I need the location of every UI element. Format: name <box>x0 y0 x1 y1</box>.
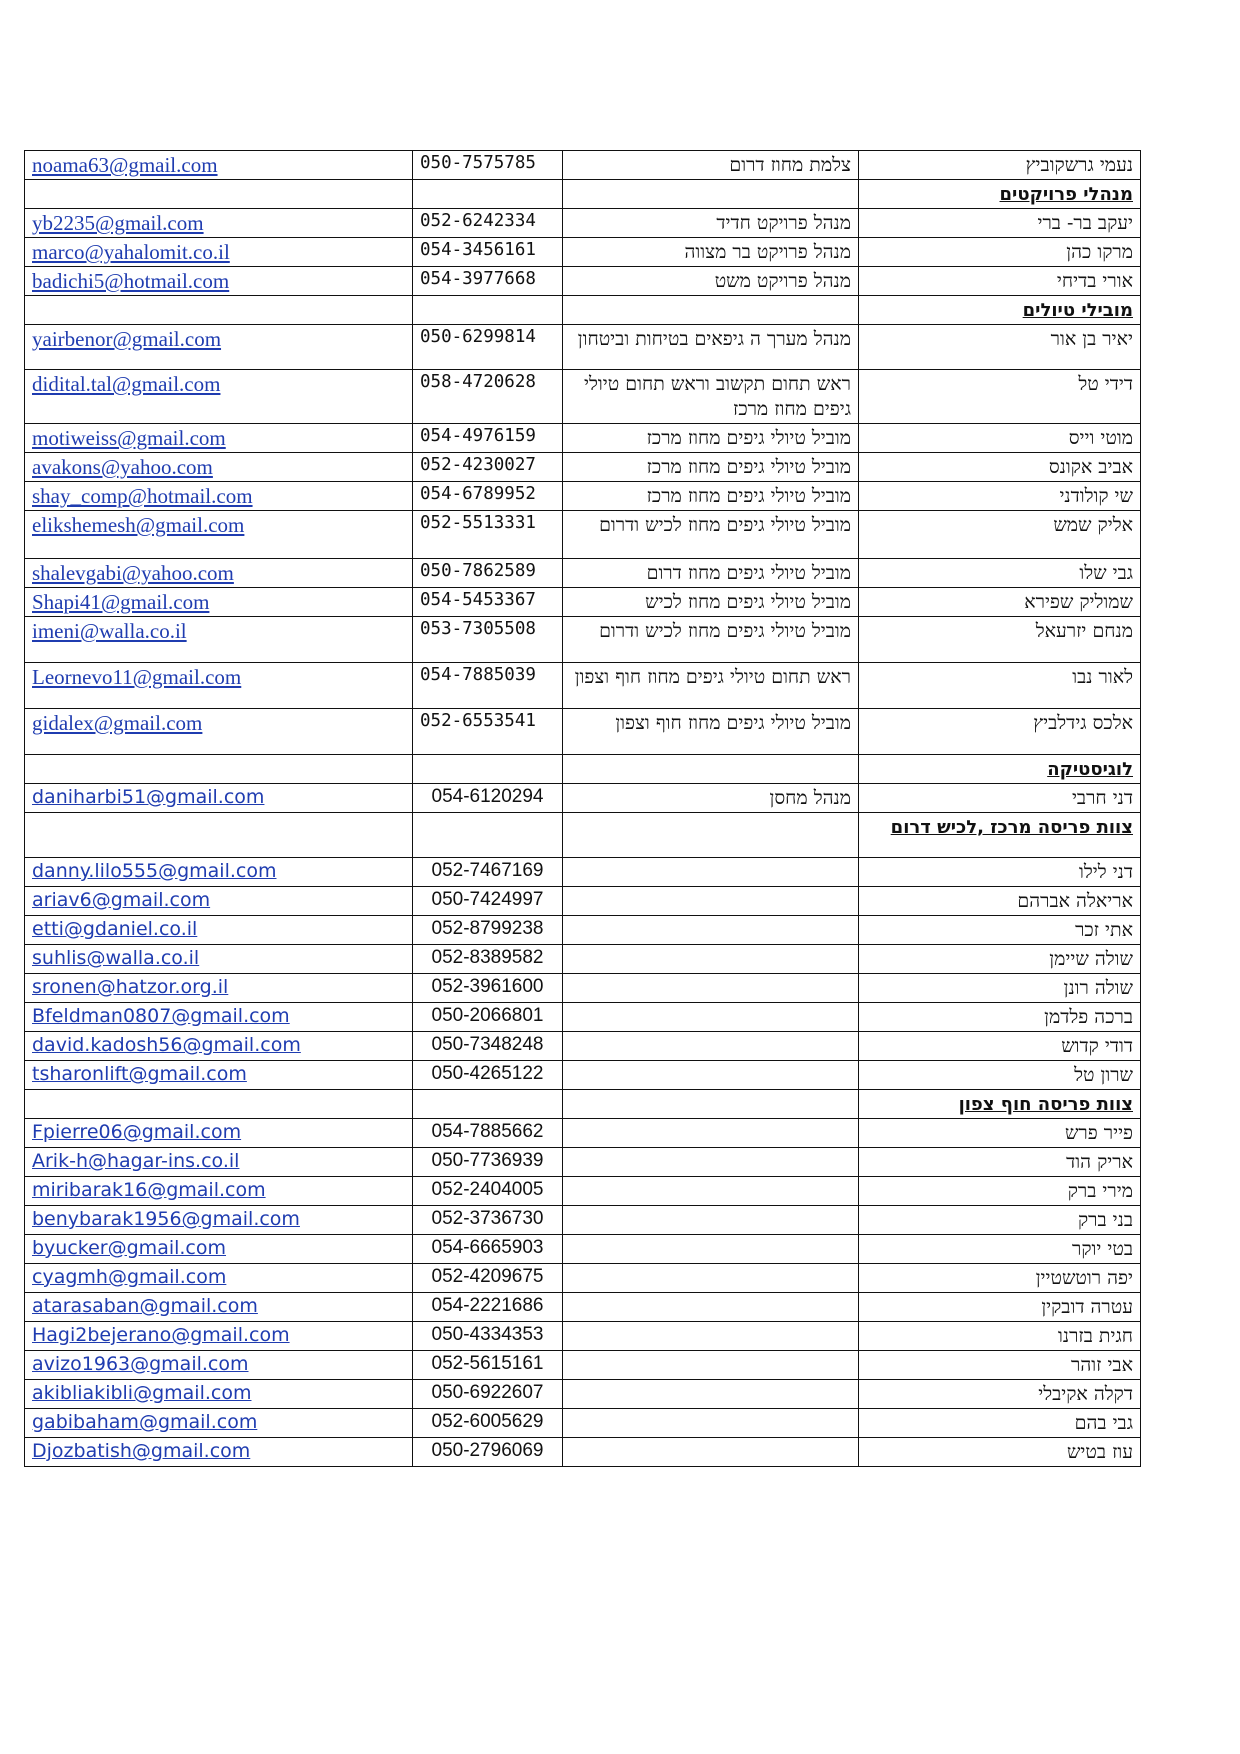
email-cell <box>25 1090 413 1119</box>
email-cell <box>25 511 413 559</box>
role-cell <box>563 916 859 945</box>
email-cell <box>25 1177 413 1206</box>
email-link[interactable]: atarasaban@gmail.com <box>32 1295 258 1317</box>
table-row <box>25 453 1141 482</box>
email-cell <box>25 151 413 180</box>
role-cell <box>563 296 859 325</box>
section-header-row <box>25 180 1141 209</box>
phone-cell: 050-2796069 <box>413 1438 563 1467</box>
table-row <box>25 1264 1141 1293</box>
phone-cell: 050-7575785 <box>413 151 563 180</box>
phone-cell: 050-6299814 <box>413 325 563 370</box>
phone-cell: 052-3736730 <box>413 1206 563 1235</box>
table-row <box>25 151 1141 180</box>
email-cell <box>25 588 413 617</box>
email-cell <box>25 1032 413 1061</box>
table-row <box>25 1409 1141 1438</box>
role-cell <box>563 1032 859 1061</box>
email-cell <box>25 325 413 370</box>
role-cell <box>563 858 859 887</box>
table-row <box>25 784 1141 813</box>
email-cell <box>25 663 413 709</box>
email-cell <box>25 916 413 945</box>
table-row <box>25 617 1141 663</box>
role-cell <box>563 1380 859 1409</box>
phone-cell: 054-6120294 <box>413 784 563 813</box>
email-cell <box>25 238 413 267</box>
table-row <box>25 238 1141 267</box>
role-cell: מנהל פרויקט חדיד <box>563 209 859 238</box>
table-row <box>25 482 1141 511</box>
email-cell <box>25 180 413 209</box>
table-row <box>25 325 1141 370</box>
email-link[interactable]: danny.lilo555@gmail.com <box>32 860 277 882</box>
name-cell: אתי זכר <box>859 916 1141 945</box>
table-row <box>25 974 1141 1003</box>
name-cell: אורי בדיחי <box>859 267 1141 296</box>
table-row <box>25 916 1141 945</box>
name-cell: עוז בטיש <box>859 1438 1141 1467</box>
email-cell <box>25 1235 413 1264</box>
email-cell <box>25 1322 413 1351</box>
name-cell: גבי שלו <box>859 559 1141 588</box>
email-link[interactable]: akibliakibli@gmail.com <box>32 1382 252 1404</box>
phone-cell: 054-5453367 <box>413 588 563 617</box>
table-row <box>25 424 1141 453</box>
role-cell <box>563 1438 859 1467</box>
name-cell: שמוליק שפירא <box>859 588 1141 617</box>
role-cell <box>563 1090 859 1119</box>
table-row <box>25 267 1141 296</box>
email-cell <box>25 209 413 238</box>
email-link[interactable]: avakons@yahoo.com <box>32 455 213 479</box>
section-header-row <box>25 1090 1141 1119</box>
email-cell <box>25 1438 413 1467</box>
email-link[interactable]: Shapi41@gmail.com <box>32 590 210 614</box>
name-cell: אריק הוד <box>859 1148 1141 1177</box>
table-row <box>25 1119 1141 1148</box>
phone-cell <box>413 813 563 858</box>
email-cell <box>25 1003 413 1032</box>
name-cell: אבי זוהר <box>859 1351 1141 1380</box>
role-cell <box>563 887 859 916</box>
phone-cell: 052-6553541 <box>413 709 563 755</box>
table-row <box>25 370 1141 424</box>
role-cell <box>563 1003 859 1032</box>
email-cell <box>25 453 413 482</box>
name-cell: שולה רונן <box>859 974 1141 1003</box>
role-cell: מוביל טיולי גיפים מחוז לכיש <box>563 588 859 617</box>
email-cell <box>25 1264 413 1293</box>
email-link[interactable]: yb2235@gmail.com <box>32 211 204 235</box>
phone-cell: 052-8799238 <box>413 916 563 945</box>
phone-cell: 058-4720628 <box>413 370 563 424</box>
role-cell <box>563 1351 859 1380</box>
phone-cell: 052-3961600 <box>413 974 563 1003</box>
role-cell: מוביל טיולי גיפים מחוז מרכז <box>563 424 859 453</box>
phone-cell: 054-3977668 <box>413 267 563 296</box>
phone-cell <box>413 755 563 784</box>
email-link[interactable]: sronen@hatzor.org.il <box>32 976 229 998</box>
phone-cell: 052-4209675 <box>413 1264 563 1293</box>
name-cell: אליק שמש <box>859 511 1141 559</box>
email-cell <box>25 617 413 663</box>
name-cell: מירי ברק <box>859 1177 1141 1206</box>
phone-cell: 050-7348248 <box>413 1032 563 1061</box>
email-cell <box>25 482 413 511</box>
name-cell: עטרה דובקין <box>859 1293 1141 1322</box>
name-cell: שי קולודני <box>859 482 1141 511</box>
email-cell <box>25 1061 413 1090</box>
section-title: צוות פריסה חוף צפון <box>859 1090 1141 1119</box>
email-link[interactable]: elikshemesh@gmail.com <box>32 513 245 537</box>
role-cell <box>563 813 859 858</box>
name-cell: שרון טל <box>859 1061 1141 1090</box>
name-cell: גבי בהם <box>859 1409 1141 1438</box>
name-cell: שולה שיימן <box>859 945 1141 974</box>
email-cell <box>25 1409 413 1438</box>
role-cell <box>563 1148 859 1177</box>
email-cell <box>25 1148 413 1177</box>
email-link[interactable]: Arik-h@hagar-ins.co.il <box>32 1150 240 1172</box>
table-row <box>25 511 1141 559</box>
email-cell <box>25 1293 413 1322</box>
email-cell <box>25 755 413 784</box>
phone-cell: 052-4230027 <box>413 453 563 482</box>
name-cell: חגית בזרנו <box>859 1322 1141 1351</box>
email-link[interactable]: miribarak16@gmail.com <box>32 1179 266 1201</box>
phone-cell: 052-8389582 <box>413 945 563 974</box>
email-cell <box>25 267 413 296</box>
email-cell <box>25 1206 413 1235</box>
phone-cell: 054-2221686 <box>413 1293 563 1322</box>
role-cell <box>563 1235 859 1264</box>
role-cell <box>563 180 859 209</box>
role-cell <box>563 1061 859 1090</box>
email-cell <box>25 784 413 813</box>
name-cell: יאיר בן אור <box>859 325 1141 370</box>
section-title: צוות פריסה מרכז ,לכיש דרום <box>859 813 1141 858</box>
table-row <box>25 1380 1141 1409</box>
phone-cell <box>413 296 563 325</box>
table-row <box>25 1235 1141 1264</box>
phone-cell: 054-4976159 <box>413 424 563 453</box>
email-cell <box>25 709 413 755</box>
name-cell: פייר פרש <box>859 1119 1141 1148</box>
name-cell: אריאלה אברהם <box>859 887 1141 916</box>
email-link[interactable]: marco@yahalomit.co.il <box>32 240 230 264</box>
name-cell: בני ברק <box>859 1206 1141 1235</box>
table-row <box>25 663 1141 709</box>
phone-cell: 052-5513331 <box>413 511 563 559</box>
role-cell: מוביל טיולי גיפים מחוז מרכז <box>563 453 859 482</box>
table-row <box>25 559 1141 588</box>
email-link[interactable]: benybarak1956@gmail.com <box>32 1208 300 1230</box>
phone-cell <box>413 180 563 209</box>
role-cell: צלמת מחוז דרום <box>563 151 859 180</box>
phone-cell: 050-7736939 <box>413 1148 563 1177</box>
name-cell: מרקו כהן <box>859 238 1141 267</box>
role-cell <box>563 1264 859 1293</box>
role-cell <box>563 1409 859 1438</box>
email-cell <box>25 887 413 916</box>
phone-cell: 052-5615161 <box>413 1351 563 1380</box>
role-cell: מנהל מחסן <box>563 784 859 813</box>
role-cell: מוביל טיולי גיפים מחוז חוף וצפון <box>563 709 859 755</box>
phone-cell: 050-6922607 <box>413 1380 563 1409</box>
phone-cell: 054-6665903 <box>413 1235 563 1264</box>
phone-cell: 050-4334353 <box>413 1322 563 1351</box>
name-cell: אביב אקונס <box>859 453 1141 482</box>
email-cell <box>25 1380 413 1409</box>
email-link[interactable]: yairbenor@gmail.com <box>32 327 222 351</box>
phone-cell: 054-7885662 <box>413 1119 563 1148</box>
section-title: מובילי טיולים <box>859 296 1141 325</box>
role-cell: מנהל פרויקט משט <box>563 267 859 296</box>
email-link[interactable]: Bfeldman0807@gmail.com <box>32 1005 290 1027</box>
table-row <box>25 1438 1141 1467</box>
name-cell: יפה רוטשטיין <box>859 1264 1141 1293</box>
phone-cell <box>413 1090 563 1119</box>
table-row <box>25 1293 1141 1322</box>
email-link[interactable]: didital.tal@gmail.com <box>32 372 221 396</box>
phone-cell: 054-3456161 <box>413 238 563 267</box>
email-link[interactable]: imeni@walla.co.il <box>32 619 187 643</box>
table-row <box>25 1061 1141 1090</box>
phone-cell: 054-6789952 <box>413 482 563 511</box>
phone-cell: 050-7862589 <box>413 559 563 588</box>
email-cell <box>25 974 413 1003</box>
table-row <box>25 209 1141 238</box>
role-cell: מנהל פרויקט בר מצווה <box>563 238 859 267</box>
phone-cell: 052-6242334 <box>413 209 563 238</box>
contact-table <box>24 150 1141 1467</box>
email-link[interactable]: cyagmh@gmail.com <box>32 1266 227 1288</box>
email-cell <box>25 370 413 424</box>
table-row <box>25 1177 1141 1206</box>
table-row <box>25 1351 1141 1380</box>
email-link[interactable]: Hagi2bejerano@gmail.com <box>32 1324 290 1346</box>
role-cell <box>563 945 859 974</box>
email-cell <box>25 424 413 453</box>
role-cell: ראש תחום תקשוב וראש תחום טיולי גיפים מחוז מרכז <box>563 370 859 424</box>
table-row <box>25 588 1141 617</box>
phone-cell: 053-7305508 <box>413 617 563 663</box>
role-cell <box>563 1119 859 1148</box>
table-row <box>25 709 1141 755</box>
email-link[interactable]: Djozbatish@gmail.com <box>32 1440 251 1462</box>
role-cell: מנהל מערך ה גיפאים בטיחות וביטחון <box>563 325 859 370</box>
table-row <box>25 1148 1141 1177</box>
role-cell <box>563 755 859 784</box>
name-cell: דני לילו <box>859 858 1141 887</box>
name-cell: בטי יוקר <box>859 1235 1141 1264</box>
email-link[interactable]: noama63@gmail.com <box>32 153 218 177</box>
name-cell: מוטי וייס <box>859 424 1141 453</box>
role-cell <box>563 1206 859 1235</box>
email-link[interactable]: Fpierre06@gmail.com <box>32 1121 242 1143</box>
name-cell: דקלה אקיבלי <box>859 1380 1141 1409</box>
name-cell: יעקב בר- ברי <box>859 209 1141 238</box>
role-cell <box>563 974 859 1003</box>
phone-cell: 052-6005629 <box>413 1409 563 1438</box>
section-header-row <box>25 755 1141 784</box>
email-cell <box>25 559 413 588</box>
phone-cell: 050-4265122 <box>413 1061 563 1090</box>
name-cell: מנחם יזרעאל <box>859 617 1141 663</box>
email-link[interactable]: david.kadosh56@gmail.com <box>32 1034 301 1056</box>
email-cell <box>25 858 413 887</box>
email-cell <box>25 1119 413 1148</box>
table-row <box>25 945 1141 974</box>
email-cell <box>25 296 413 325</box>
name-cell: דודי קדוש <box>859 1032 1141 1061</box>
email-link[interactable]: daniharbi51@gmail.com <box>32 786 265 808</box>
role-cell: מוביל טיולי גיפים מחוז מרכז <box>563 482 859 511</box>
phone-cell: 054-7885039 <box>413 663 563 709</box>
role-cell: מוביל טיולי גיפים מחוז לכיש ודרום <box>563 617 859 663</box>
email-cell <box>25 945 413 974</box>
name-cell: דני חרבי <box>859 784 1141 813</box>
email-link[interactable]: motiweiss@gmail.com <box>32 426 226 450</box>
name-cell: לאור נבו <box>859 663 1141 709</box>
phone-cell: 052-7467169 <box>413 858 563 887</box>
email-link[interactable]: ariav6@gmail.com <box>32 889 211 911</box>
table-row <box>25 1322 1141 1351</box>
phone-cell: 050-2066801 <box>413 1003 563 1032</box>
table-body <box>25 151 1141 1467</box>
role-cell <box>563 1177 859 1206</box>
name-cell: ברכה פלדמן <box>859 1003 1141 1032</box>
table-row <box>25 1003 1141 1032</box>
email-link[interactable]: etti@gdaniel.co.il <box>32 918 198 940</box>
email-link[interactable]: gabibaham@gmail.com <box>32 1411 258 1433</box>
email-cell <box>25 813 413 858</box>
section-title: מנהלי פרויקטים <box>859 180 1141 209</box>
email-link[interactable]: suhlis@walla.co.il <box>32 947 200 969</box>
phone-cell: 052-2404005 <box>413 1177 563 1206</box>
table-row <box>25 887 1141 916</box>
table-row <box>25 858 1141 887</box>
email-link[interactable]: shalevgabi@yahoo.com <box>32 561 234 585</box>
email-link[interactable]: avizo1963@gmail.com <box>32 1353 249 1375</box>
table-row <box>25 1206 1141 1235</box>
table-row <box>25 1032 1141 1061</box>
section-header-row <box>25 296 1141 325</box>
email-link[interactable]: badichi5@hotmail.com <box>32 269 230 293</box>
phone-cell: 050-7424997 <box>413 887 563 916</box>
email-link[interactable]: Leornevo11@gmail.com <box>32 665 242 689</box>
name-cell: אלכס גידלביץ <box>859 709 1141 755</box>
role-cell <box>563 1322 859 1351</box>
email-cell <box>25 1351 413 1380</box>
role-cell <box>563 1293 859 1322</box>
role-cell: ראש תחום טיולי גיפים מחוז חוף וצפון <box>563 663 859 709</box>
email-link[interactable]: gidalex@gmail.com <box>32 711 203 735</box>
role-cell: מוביל טיולי גיפים מחוז דרום <box>563 559 859 588</box>
section-title: לוגיסטיקה <box>859 755 1141 784</box>
email-link[interactable]: tsharonlift@gmail.com <box>32 1063 247 1085</box>
email-link[interactable]: byucker@gmail.com <box>32 1237 227 1259</box>
email-link[interactable]: shay_comp@hotmail.com <box>32 484 253 508</box>
role-cell: מוביל טיולי גיפים מחוז לכיש ודרום <box>563 511 859 559</box>
name-cell: נעמי גרשקוביץ <box>859 151 1141 180</box>
name-cell: דידי טל <box>859 370 1141 424</box>
section-header-row <box>25 813 1141 858</box>
